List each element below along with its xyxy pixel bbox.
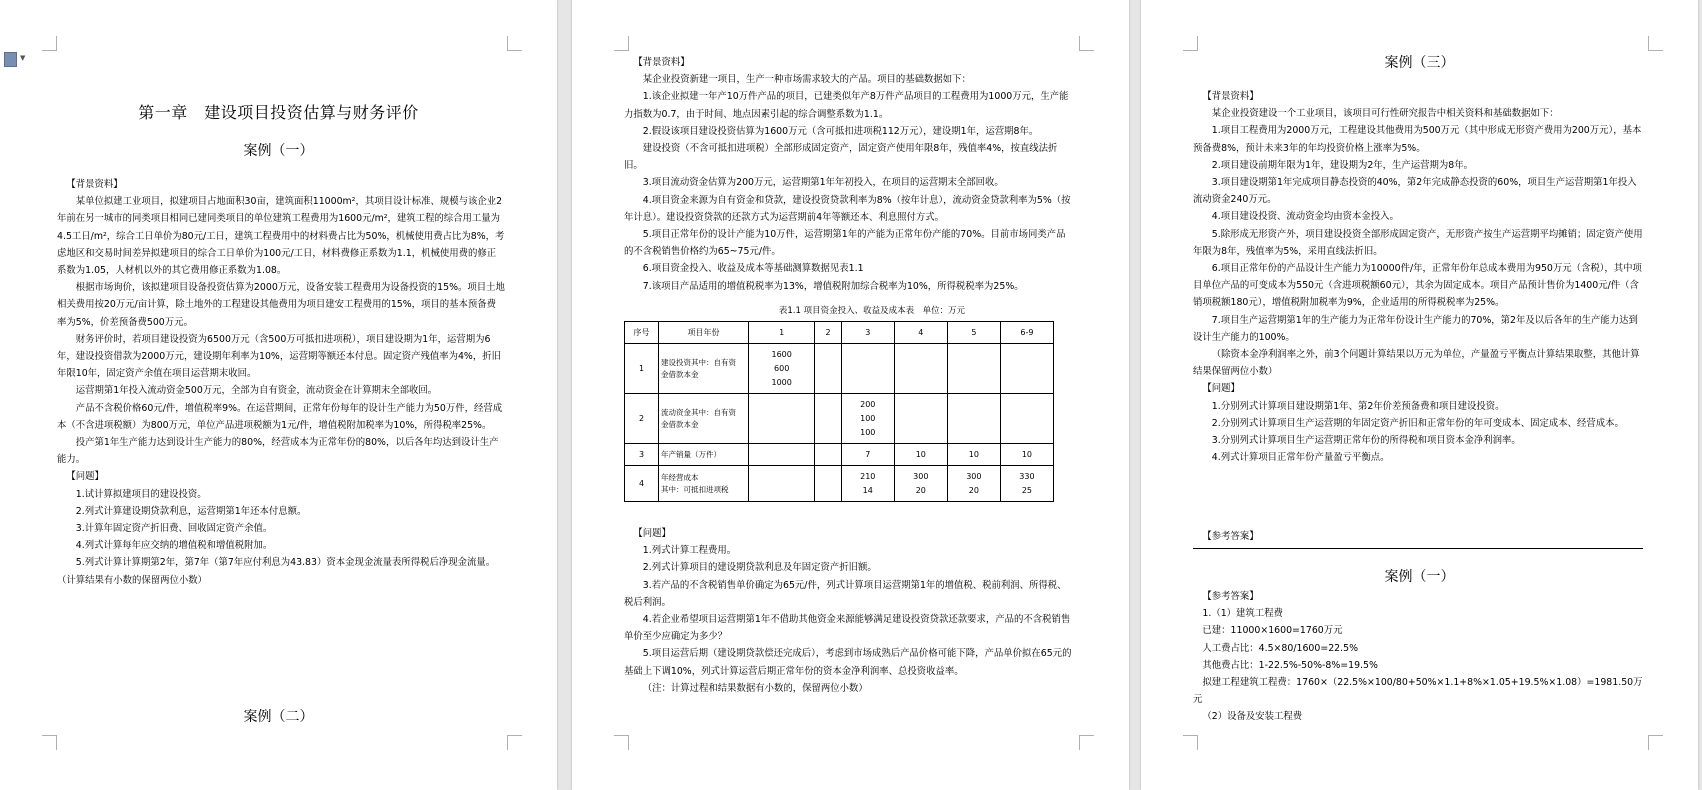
table-cell: 年产销量（万件） [659, 444, 749, 466]
table-cell: 10 [947, 444, 1000, 466]
paragraph: 6.项目资金投入、收益及成本等基础测算数据见表1.1 [642, 263, 864, 275]
cell-line: 210 [860, 471, 876, 481]
question: 3.计算年固定资产折旧费、回收固定资产余值。 [75, 523, 273, 535]
note: （注：计算过程和结果数据有小数的，保留两位小数） [642, 682, 868, 694]
cell-line: 建设投资其中：自有资 [661, 357, 736, 367]
section-heading: 【背景资料】 [66, 179, 123, 190]
paragraph: 4.项目资金来源为自有资金和贷款，建设投资贷款利率为8%（按年计息），流动资金贷款利率为5%（按年计息）。建设投资贷款的还款方式为运营期前4年等额还本、利息照付方式。 [624, 194, 1071, 223]
paragraph: 7.项目生产运营期第1年的生产能力为正常年份设计生产能力的70%，第2年及以后各年的生产能力达到设计生产能力的100%。 [1193, 314, 1638, 343]
cell-line: 年经营成本 [661, 472, 699, 482]
dropdown-arrow-icon[interactable]: ▼ [20, 54, 26, 62]
case-title: 案例（一） [243, 143, 314, 159]
page2-content-top [624, 54, 1074, 295]
table-header-cell: 4 [894, 322, 947, 344]
table-cell: 3 [625, 444, 659, 466]
document-page-3 [1141, 0, 1698, 790]
table-header-cell: 项目年份 [659, 322, 749, 344]
paragraph: 6.项目正常年份的产品设计生产能力为10000件/年，正常年份年总成本费用为950万元（含税），其中项目单位产品的可变成本为550元（含进项税额60元），其余为固定成本。项目产品预计售价为1400元/件（含销项税额180元），增值税附加税率为9%，企业适用的所得税税率为25%。 [1193, 263, 1642, 309]
paragraph: 3.项目流动资金估算为200万元，运营期第1年年初投入，在项目的运营期末全部回收。 [642, 177, 1004, 189]
page1-content [57, 176, 505, 589]
paragraph: 5.项目正常年份的设计产能为10万件，运营期第1年的产能为正常年份产能的70%。目前市场同类产品的不含税销售价格约为65~75元/件。 [624, 229, 1066, 258]
paragraph: 投产第1年生产能力达到设计生产能力的80%，经营成本为正常年份的80%，以后各年均达到设计生产能力。 [57, 437, 499, 466]
table-cell [749, 344, 815, 394]
document-icon[interactable] [4, 52, 17, 67]
question: 4.若企业希望项目运营期第1年不借助其他资金来源能够满足建设投资贷款还款要求，产品的不含税销售单价至少应确定为多少？ [624, 614, 1071, 643]
cell-line: 100 [860, 413, 876, 423]
question: 2.分别列式计算项目生产运营期的年固定资产折旧和正常年份的年可变成本、固定成本、经营成本。 [1211, 417, 1624, 429]
crop-mark [1183, 735, 1198, 750]
table-row [625, 444, 1054, 466]
crop-mark [507, 36, 522, 51]
case-title: 案例（三） [1384, 55, 1455, 71]
table-cell [1000, 394, 1053, 444]
crop-mark [42, 36, 57, 51]
chapter-title: 第一章 建设项目投资估算与财务评价 [138, 103, 419, 122]
cell-line: 200 [860, 399, 876, 409]
cell-line: 300 [913, 471, 929, 481]
paragraph: （除资本金净利润率之外，前3个问题计算结果以万元为单位，产量盈亏平衡点计算结果取整，其他计算结果保留两位小数） [1193, 349, 1640, 378]
table-cell [659, 344, 749, 394]
question: 2.列式计算建设期贷款利息，运营期第1年还本付息额。 [75, 505, 307, 517]
table-cell: 10 [894, 444, 947, 466]
paragraph: 4.项目建设投资、流动资金均由资本金投入。 [1211, 211, 1399, 223]
divider-line [1193, 548, 1643, 549]
cell-line: 1000 [771, 377, 792, 387]
table-cell: 4 [625, 466, 659, 502]
cell-line: 300 [966, 471, 982, 481]
answer-line: 拟建工程建筑工程费：1760×（22.5%×100/80+50%×1.1+8%×1.05+19.5%×1.08）=1981.50万元 [1193, 677, 1643, 706]
table-header-cell: 序号 [625, 322, 659, 344]
cell-line: 20 [968, 485, 979, 495]
table-cell [841, 344, 894, 394]
table-cell [841, 394, 894, 444]
section-heading: 【背景资料】 [1202, 91, 1259, 102]
cell-line: 330 [1019, 471, 1035, 481]
table-cell [947, 394, 1000, 444]
case-title: 案例（二） [243, 709, 314, 725]
paragraph: 3.项目建设期第1年完成项目静态投资的40%，第2年完成静态投资的60%，项目生产运营期第1年投入流动资金240万元。 [1193, 177, 1637, 206]
crop-mark [1079, 735, 1094, 750]
answer-line: 其他费占比：1-22.5%-50%-8%=19.5% [1202, 659, 1378, 671]
table-cell: 10 [1000, 444, 1053, 466]
paragraph: 建设投资（不含可抵扣进项税）全部形成固定资产，固定资产使用年限8年，残值率4%，按直线法折旧。 [624, 143, 1058, 172]
cell-line: 600 [774, 363, 790, 373]
question: 1.试计算拟建项目的建设投资。 [75, 488, 207, 500]
table-cell [894, 466, 947, 502]
page2-content-bottom [624, 525, 1074, 697]
answer-heading-block [1193, 528, 1643, 545]
crop-mark [614, 36, 629, 51]
table-row [625, 394, 1054, 444]
table-cell [659, 466, 749, 502]
table-cell [749, 394, 815, 444]
answer-line: 已建：11000×1600=1760万元 [1202, 625, 1343, 637]
section-heading: 【问题】 [633, 528, 671, 539]
table-cell [947, 344, 1000, 394]
case-title: 案例（一） [1384, 569, 1455, 585]
paragraph: 1.该企业拟建一年产10万件产品的项目，已建类似年产8万件产品项目的工程费用为1000万元，生产能力指数为0.7，由于时间、地点因素引起的综合调整系数为1.1。 [624, 91, 1069, 120]
crop-mark [614, 735, 629, 750]
cell-line: 14 [862, 485, 873, 495]
paragraph: 2.项目建设前期年限为1年，建设期为2年，生产运营期为8年。 [1211, 159, 1474, 171]
cell-line: 25 [1021, 485, 1033, 495]
question: 2.列式计算项目的建设期贷款利息及年固定资产折旧额。 [642, 562, 877, 574]
paragraph: 运营期第1年投入流动资金500万元，全部为自有资金，流动资金在计算期末全部收回。 [75, 385, 438, 397]
paragraph: 某企业投资建设一个工业项目，该项目可行性研究报告中相关资料和基础数据如下： [1211, 108, 1559, 120]
question: 1.列式计算工程费用。 [642, 545, 737, 557]
table-header-row [625, 322, 1054, 344]
paragraph: 5.除形成无形资产外，项目建设投资全部形成固定资产，无形资产按生产运营期平均摊销；固定资产使用年限为8年，残值率为5%，采用直线法折旧。 [1193, 228, 1643, 257]
table-header-cell: 1 [749, 322, 815, 344]
table-caption: 表1.1 项目资金投入、收益及成本表 单位：万元 [778, 306, 966, 316]
cell-line: 流动资金其中：自有资 [661, 407, 736, 417]
table-cell [749, 466, 815, 502]
table-cell [749, 444, 815, 466]
table-row [625, 344, 1054, 394]
crop-mark [1648, 735, 1663, 750]
table-cell: 1 [625, 344, 659, 394]
question: 5.列式计算计算期第2年，第7年（第7年应付利息为43.83）资本金现金流量表所得税后净现金流量。（计算结果有小数的保留两位小数） [57, 557, 496, 586]
cell-line: 其中：可抵扣进项税 [661, 484, 729, 494]
section-heading: 【参考答案】 [1202, 531, 1259, 542]
answer-line: 人工费占比：4.5×80/1600=22.5% [1202, 642, 1358, 654]
table-cell [815, 394, 841, 444]
table-cell [894, 394, 947, 444]
paragraph: 某企业投资新建一项目，生产一种市场需求较大的产品。项目的基础数据如下： [642, 74, 971, 86]
table-cell [815, 466, 841, 502]
table-cell [894, 344, 947, 394]
question: 1.分别列式计算项目建设期第1年、第2年价差预备费和项目建设投资。 [1211, 400, 1505, 412]
table-cell [841, 466, 894, 502]
section-heading: 【问题】 [1202, 383, 1240, 395]
paragraph: 财务评价时，若项目建设投资为6500万元（含500万可抵扣进项税），项目建设期为1年，运营期为6年，建设投资借款为2000万元，建设期年利率为10%，运营期等额还本付息。固定资产残值率为4%，折旧年限10年，固定资产余值在项目运营期末收回。 [57, 333, 501, 380]
cell-line: 20 [915, 485, 926, 495]
crop-mark [1648, 36, 1663, 51]
crop-mark [1079, 36, 1094, 51]
question: 5.项目运营后期（建设期贷款偿还完成后），考虑到市场成熟后产品价格可能下降，产品单价拟在65元的基础上下调10%，列式计算运营后期正常年份的资本金净利润率、总投资收益率。 [624, 648, 1072, 677]
cell-line: 100 [860, 427, 876, 437]
document-page-2 [572, 0, 1129, 790]
crop-mark [1183, 36, 1198, 51]
paragraph: 产品不含税价格60元/件，增值税率9%。在运营期间，正常年份每年的设计生产能力为50万件，经营成本（不含进项税额）为800万元，单位产品进项税额为1元/件，增值税附加税率为10%，所得税率25%。 [57, 402, 503, 431]
table-row [625, 466, 1054, 502]
table-cell [947, 466, 1000, 502]
cell-line: 1600 [771, 349, 792, 359]
table-cell [1000, 466, 1053, 502]
question: 3.若产品的不含税销售单价确定为65元/件，列式计算项目运营期第1年的增值税、税前利润、所得税、税后利润。 [624, 579, 1067, 608]
crop-mark [507, 735, 522, 750]
table-cell [815, 444, 841, 466]
question: 4.列式计算每年应交纳的增值税和增值税附加。 [75, 540, 273, 552]
table-header-cell: 5 [947, 322, 1000, 344]
cost-table [624, 321, 1054, 502]
section-heading: 【问题】 [66, 471, 104, 483]
cell-line: 金借款本金 [661, 419, 699, 429]
answer-content [1193, 588, 1643, 726]
section-heading: 【背景资料】 [633, 57, 690, 68]
section-heading: 【参考答案】 [1202, 591, 1259, 602]
table-header-cell: 2 [815, 322, 841, 344]
table-cell: 2 [625, 394, 659, 444]
paragraph: 根据市场询价，该拟建项目设备投资估算为2000万元，设备安装工程费用为设备投资的15%。项目土地相关费用按20万元/亩计算，除土地外的工程建设其他费用为项目建安工程费用的15%，项目的基本预备费率为5%，价差预备费500万元。 [57, 282, 505, 328]
table-cell [815, 344, 841, 394]
answer-line: 1.（1）建筑工程费 [1202, 608, 1283, 620]
paragraph: 2.假设该项目建设投资估算为1600万元（含可抵扣进项税112万元），建设期1年，运营期8年。 [642, 125, 1039, 137]
question: 4.列式计算项目正常年份产量盈亏平衡点。 [1211, 452, 1390, 464]
table-cell [1000, 344, 1053, 394]
table-header-cell: 3 [841, 322, 894, 344]
answer-line: （2）设备及安装工程费 [1202, 711, 1303, 723]
question: 3.分别列式计算项目生产运营期正常年份的所得税和项目资本金净利润率。 [1211, 435, 1521, 447]
cell-line: 金借款本金 [661, 369, 699, 379]
paragraph: 某单位拟建工业项目，拟建项目占地面积30亩，建筑面积11000m²，其项目设计标准、规模与该企业2年前在另一城市的同类项目相同已建同类项目的单位建筑工程费用为1600元/m²，建筑工程的综合用工量为4.5工日/m²，综合工日单价为80元/工日，建筑工程费用中的材料费占比为50%，机械使用费占比为8%，考虑地区和交易时间差异拟建项目的综合工日单价为100元/工日，材料费修正系数为1.1，机械使用费的修正系数为1.05，人材机以外的其它费用修正系数为1.08。 [57, 196, 505, 277]
table-cell: 7 [841, 444, 894, 466]
document-page-1 [0, 0, 557, 790]
table-cell [659, 394, 749, 444]
paragraph: 1.项目工程费用为2000万元，工程建设其他费用为500万元（其中形成无形资产费用为200万元），基本预备费8%，预计未来3年的年均投资价格上涨率为5%。 [1193, 125, 1642, 154]
page3-content [1193, 88, 1643, 466]
paragraph: 7.该项目产品适用的增值税税率为13%，增值税附加综合税率为10%，所得税税率为25%。 [642, 280, 1024, 292]
table-header-cell: 6-9 [1000, 322, 1053, 344]
crop-mark [42, 735, 57, 750]
